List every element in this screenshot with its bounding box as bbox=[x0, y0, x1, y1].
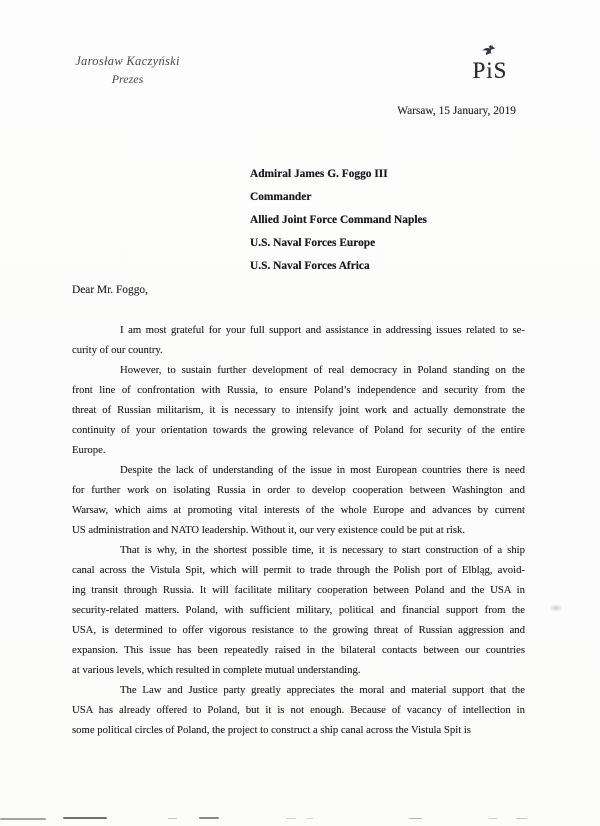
body-line: front line of confrontation with Russia, to ensure Poland’s independence and security from the bbox=[72, 384, 525, 396]
scan-artifact bbox=[286, 818, 296, 819]
scan-artifact bbox=[306, 818, 313, 819]
body-line: continuity of your orientation towards the growing relevance of Poland for security of the entire bbox=[72, 424, 525, 436]
body-line: canal across the Vistula Spit, which will permit to trade through the Polish port of Elbląg, avoid- bbox=[72, 564, 525, 576]
body-line: However, to sustain further development of real democracy in Poland standing on the bbox=[120, 364, 525, 376]
date-line: Warsaw, 15 January, 2019 bbox=[397, 105, 516, 117]
body-line: some political circles of Poland, the project to construct a ship canal across the Vistula Spit is bbox=[72, 724, 471, 736]
pis-logo-text: PiS bbox=[472, 58, 508, 83]
body-line: expansion. This issue has been repeatedly raised in the bilateral contacts between our countries bbox=[72, 644, 525, 656]
scan-smudge bbox=[549, 604, 563, 612]
recipient-line-rank: Commander bbox=[250, 191, 312, 203]
scan-artifact bbox=[168, 818, 177, 819]
body-line: curity of our country. bbox=[72, 344, 163, 356]
body-line: security-related matters. Poland, with sufficient military, political and financial support from the bbox=[72, 604, 525, 616]
body-line: threat of Russian militarism, it is necessary to intensify joint work and actually demonstrate the bbox=[72, 404, 525, 416]
recipient-block bbox=[250, 163, 550, 278]
body-line: for further work on isolating Russia in order to develop cooperation between Washington and bbox=[72, 484, 525, 496]
body-line: I am most grateful for your full support and assistance in addressing issues related to se- bbox=[120, 324, 525, 336]
body-line: Europe. bbox=[72, 444, 106, 456]
scan-artifact bbox=[0, 818, 46, 820]
body-line: ing transit through Russia. It will facilitate military cooperation between Poland and the USA in bbox=[72, 584, 525, 596]
recipient-line-forces-europe: U.S. Naval Forces Europe bbox=[250, 237, 376, 249]
sender-block bbox=[55, 54, 200, 87]
sender-title: Prezes bbox=[111, 72, 144, 86]
pis-logo bbox=[462, 44, 518, 92]
scan-artifact bbox=[199, 817, 219, 819]
scan-artifact bbox=[516, 818, 527, 819]
body-line: USA has already offered to Poland, but it is not enough. Because of vacancy of intellection in bbox=[72, 704, 525, 716]
recipient-line-name: Admiral James G. Foggo III bbox=[250, 168, 388, 180]
recipient-line-forces-africa: U.S. Naval Forces Africa bbox=[250, 260, 370, 272]
scan-artifact bbox=[409, 818, 422, 819]
body-line: That is why, in the shortest possible time, it is necessary to start construction of a ship bbox=[120, 544, 525, 556]
scan-artifact bbox=[489, 818, 497, 819]
body-line: at various levels, which resulted in complete mutual understanding. bbox=[72, 664, 361, 676]
sender-name: Jarosław Kaczyński bbox=[75, 54, 180, 68]
body-line: The Law and Justice party greatly appreciates the moral and material support that the bbox=[120, 684, 525, 696]
letter-body bbox=[72, 320, 525, 740]
body-line: Warsaw, which aims at promoting vital interests of the whole Europe and advances by current bbox=[72, 504, 525, 516]
recipient-line-command: Allied Joint Force Command Naples bbox=[250, 214, 427, 226]
salutation: Dear Mr. Foggo, bbox=[72, 284, 148, 296]
body-line: US administration and NATO leadership. Without it, our very existence could be put at risk. bbox=[72, 524, 466, 536]
body-line: Despite the lack of understanding of the issue in most European countries there is need bbox=[120, 464, 525, 476]
scan-artifact bbox=[63, 817, 107, 819]
body-line: USA, is determined to offer vigorous resistance to the growing threat of Russian aggression and bbox=[72, 624, 525, 636]
